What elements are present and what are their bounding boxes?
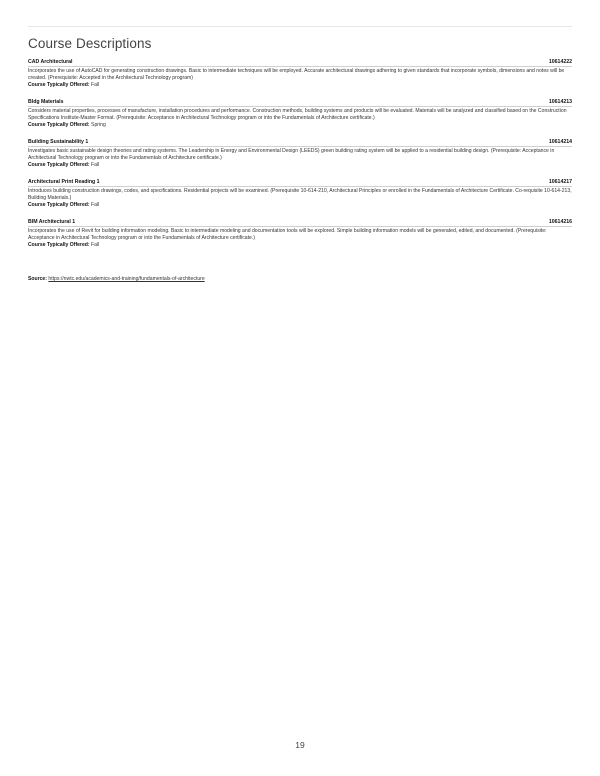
course-item [28,219,572,249]
course-header [28,179,572,187]
course-header [28,139,572,147]
course-list [28,59,572,259]
page-number: 19 [295,740,305,750]
course-code: 10614213 [548,98,572,105]
course-header [28,59,572,67]
course-name: BIM Architectural 1 [28,218,76,225]
course-offered [28,162,572,169]
course-offered [28,242,572,249]
offered-label: Course Typically Offered: [28,122,90,129]
course-item [28,179,572,209]
course-code: 10614217 [548,178,572,185]
source-label: Source: [28,276,47,282]
offered-label: Course Typically Offered: [28,82,90,89]
course-name: CAD Architectural [28,59,73,65]
offered-term: Fall [91,202,100,209]
course-offered [28,82,572,89]
course-offered [28,202,572,209]
offered-term: Fall [91,82,100,89]
source-line [28,276,205,282]
course-item [28,99,572,129]
course-header [28,99,572,107]
page-title: Course Descriptions [28,36,152,51]
course-description: Incorporates the use of AutoCAD for generating construction drawings. Basic to intermediate techniques will be employed. Accurate architectural drawings adhering to given standards that incorporate symbols, dimensions and notes will be created. (Prerequisite: Accepted in the Architectural Technology program) [28,68,565,82]
course-name: Architectural Print Reading 1 [28,178,100,185]
course-name: Bldg Materials [28,98,64,105]
course-code: 10614222 [548,59,572,65]
course-item [28,59,572,89]
offered-term: Fall [91,162,100,169]
source-link[interactable]: https://nwtc.edu/academics-and-training/fundamentals-of-architecture [48,276,205,282]
offered-label: Course Typically Offered: [28,242,90,249]
course-item [28,139,572,169]
course-code: 10614214 [548,138,572,145]
offered-term: Spring [91,122,106,129]
course-header [28,219,572,227]
header-rule [28,26,572,27]
offered-label: Course Typically Offered: [28,162,90,169]
course-offered [28,122,572,129]
course-description: Considers material properties, processes of manufacture, installation procedures and performance. Construction methods, building systems and products will be evaluated. Materials will be analyzed and classified based on the Construction Specifications Institute-Master Format. (Prerequisite: Acceptance in Architectural Technology program or into the Fundamentals of Architecture certificate.) [28,108,567,122]
course-code: 10614216 [548,218,572,225]
course-name: Building Sustainability 1 [28,138,89,145]
course-description: Incorporates the use of Revit for building information modeling. Basic to intermediate modeling and documentation tools will be explored. Simple building information models will be generated, edited, and documented. (Prerequisite: Acceptance in Architectural Technology program or into the Fundamentals of Architecture certificate.) [28,228,547,242]
offered-label: Course Typically Offered: [28,202,90,209]
course-description: Investigates basic sustainable design theories and rating systems. The Leadership in Energy and Environmental Design (LEEDS) green building rating system will be applied to a residential building design. (Prerequisite: Acceptance in Architectural Technology program or into the Fundamentals of Architecture certificate.) [28,148,555,162]
offered-term: Fall [91,242,100,249]
course-description: Introduces building construction drawings, codes, and specifications. Residential projects will be examined. (Prerequisite 10-614-210, Architectural Principles or enrolled in the Fundamentals of Architecture Certificate. Co-requisite 10-614-213, Building Materials.) [28,188,572,202]
